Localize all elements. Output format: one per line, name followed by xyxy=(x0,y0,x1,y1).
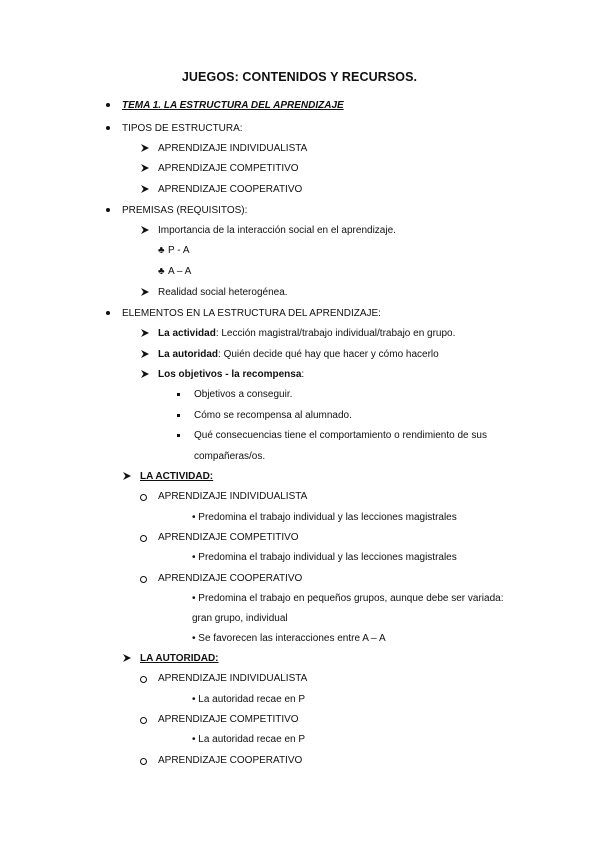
autoridad-label: La autoridad xyxy=(158,349,219,360)
tipos-item: APRENDIZAJE COMPETITIVO xyxy=(158,163,299,174)
bullet-icon xyxy=(106,208,110,212)
arrow-bullet-icon xyxy=(140,287,150,297)
square-bullet-icon xyxy=(177,393,180,396)
bullet-icon xyxy=(106,126,110,130)
autoridad-comp-note: • La autoridad recae en P xyxy=(192,734,306,745)
square-bullet-icon xyxy=(177,414,180,417)
tema-heading: TEMA 1. LA ESTRUCTURA DEL APRENDIZAJE xyxy=(122,100,344,111)
circle-bullet-icon xyxy=(140,576,147,583)
elementos-heading: ELEMENTOS EN LA ESTRUCTURA DEL APRENDIZAJE: xyxy=(122,308,381,319)
arrow-bullet-icon xyxy=(140,184,150,194)
premisas-item: Realidad social heterogénea. xyxy=(158,287,288,298)
actividad-label: La actividad xyxy=(158,328,216,339)
premisas-heading: PREMISAS (REQUISITOS): xyxy=(122,205,248,216)
premisas-club-item: A – A xyxy=(168,266,192,277)
bullet-icon xyxy=(106,311,110,315)
tipos-item: APRENDIZAJE INDIVIDUALISTA xyxy=(158,143,308,154)
arrow-bullet-icon xyxy=(140,328,150,338)
objetivos-sub-item-cont: compañeras/os. xyxy=(194,451,266,462)
arrow-bullet-icon xyxy=(122,471,132,481)
arrow-bullet-icon xyxy=(140,225,150,235)
objetivos-sub-item: Objetivos a conseguir. xyxy=(194,389,293,400)
autoridad-text: : Quién decide qué hay que hacer y cómo hacerlo xyxy=(218,349,439,360)
actividad-text: : Lección magistral/trabajo individual/trabajo en grupo. xyxy=(215,328,456,339)
actividad-ind-note: • Predomina el trabajo individual y las lecciones magistrales xyxy=(192,512,457,523)
autoridad-ind-note: • La autoridad recae en P xyxy=(192,694,306,705)
objetivos-sub-item: Cómo se recompensa al alumnado. xyxy=(194,410,352,421)
elementos-objetivos xyxy=(158,368,304,381)
club-bullet-icon: ♣ xyxy=(158,245,165,256)
la-actividad-heading: LA ACTIVIDAD: xyxy=(140,471,214,482)
actividad-coop-note-cont: gran grupo, individual xyxy=(192,613,288,624)
premisas-club-item: P - A xyxy=(168,245,190,256)
arrow-bullet-icon xyxy=(122,653,132,663)
premisas-item: Importancia de la interacción social en el aprendizaje. xyxy=(158,225,396,236)
tipos-heading: TIPOS DE ESTRUCTURA: xyxy=(122,123,243,134)
actividad-comp: APRENDIZAJE COMPETITIVO xyxy=(158,532,299,543)
circle-bullet-icon xyxy=(140,676,147,683)
objetivos-text: : xyxy=(301,369,305,380)
tipos-item: APRENDIZAJE COOPERATIVO xyxy=(158,184,303,195)
square-bullet-icon xyxy=(177,434,180,437)
club-bullet-icon: ♣ xyxy=(158,266,165,277)
actividad-coop-note: • Predomina el trabajo en pequeños grupos, aunque debe ser variada: xyxy=(192,593,504,604)
actividad-coop: APRENDIZAJE COOPERATIVO xyxy=(158,573,303,584)
autoridad-coop: APRENDIZAJE COOPERATIVO xyxy=(158,755,303,766)
actividad-coop-note: • Se favorecen las interacciones entre A – A xyxy=(192,633,386,644)
circle-bullet-icon xyxy=(140,494,147,501)
objetivos-sub-item: Qué consecuencias tiene el comportamiento o rendimiento de sus xyxy=(194,430,487,441)
la-autoridad-heading: LA AUTORIDAD: xyxy=(140,653,219,664)
circle-bullet-icon xyxy=(140,717,147,724)
arrow-bullet-icon xyxy=(140,163,150,173)
elementos-autoridad xyxy=(158,348,439,361)
page-title: JUEGOS: CONTENIDOS Y RECURSOS. xyxy=(181,70,418,84)
actividad-comp-note: • Predomina el trabajo individual y las lecciones magistrales xyxy=(192,552,457,563)
elementos-actividad xyxy=(158,327,455,340)
objetivos-label: Los objetivos - la recompensa xyxy=(158,369,302,380)
bullet-icon xyxy=(106,103,110,107)
autoridad-ind: APRENDIZAJE INDIVIDUALISTA xyxy=(158,673,308,684)
arrow-bullet-icon xyxy=(140,143,150,153)
autoridad-comp: APRENDIZAJE COMPETITIVO xyxy=(158,714,299,725)
actividad-ind: APRENDIZAJE INDIVIDUALISTA xyxy=(158,491,308,502)
circle-bullet-icon xyxy=(140,758,147,765)
arrow-bullet-icon xyxy=(140,349,150,359)
arrow-bullet-icon xyxy=(140,369,150,379)
circle-bullet-icon xyxy=(140,535,147,542)
